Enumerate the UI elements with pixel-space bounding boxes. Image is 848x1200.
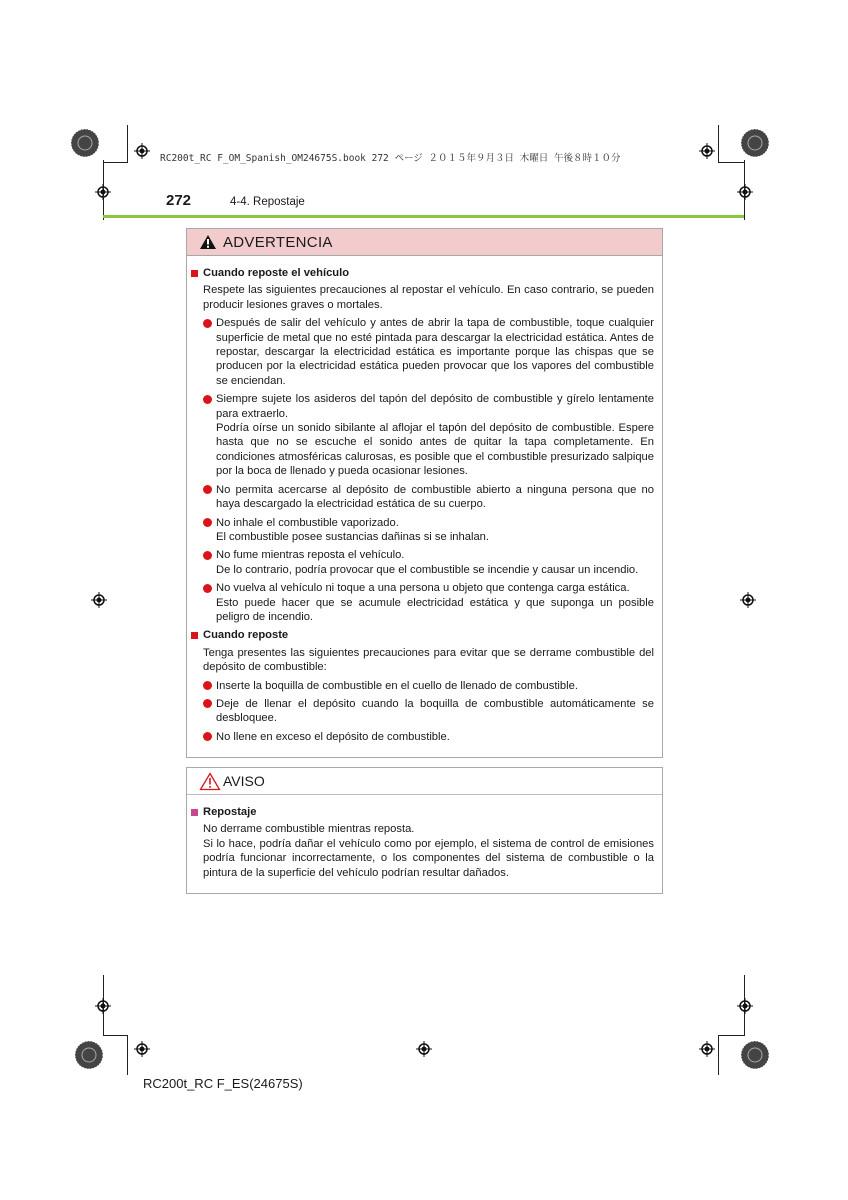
registration-mark-icon xyxy=(699,143,715,159)
registration-mark-icon xyxy=(95,998,111,1014)
bullet-note: El combustible posee sustancias dañinas si se inhalan. xyxy=(216,530,490,543)
list-item xyxy=(203,581,654,624)
section-heading xyxy=(191,805,654,819)
page-number: 272 xyxy=(166,192,192,209)
notice-content xyxy=(187,795,662,880)
registration-mark-icon xyxy=(91,592,107,608)
registration-mark-icon xyxy=(134,143,150,159)
list-item xyxy=(203,548,654,577)
bullet-text: No inhale el combustible vaporizado. xyxy=(216,516,399,529)
registration-mark-icon xyxy=(737,998,753,1014)
round-bullet-icon xyxy=(203,319,212,328)
section-title: 4-4. Repostaje xyxy=(230,196,305,208)
square-bullet-icon xyxy=(191,809,198,816)
bullet-text: No llene en exceso el depósito de combustible. xyxy=(216,730,450,743)
bullet-note: Esto puede hacer que se acumule electricidad estática y que suponga un posible peligro de incendio. xyxy=(216,596,654,623)
square-bullet-icon xyxy=(191,632,198,639)
round-bullet-icon xyxy=(203,732,212,741)
registration-mark-icon xyxy=(134,1041,150,1057)
color-rosette-icon xyxy=(70,128,100,158)
bullet-note: De lo contrario, podría provocar que el combustible se incendie y causar un incendio. xyxy=(216,563,639,576)
list-item xyxy=(203,697,654,726)
bullet-text: Siempre sujete los asideros del tapón del depósito de combustible y gírelo lentamente para extraerlo. xyxy=(216,393,654,420)
section-heading xyxy=(191,266,654,280)
caution-triangle-icon xyxy=(199,772,221,791)
registration-mark-icon xyxy=(737,184,753,200)
heading-text: Cuando reposte el vehículo xyxy=(203,267,350,279)
list-item xyxy=(203,483,654,512)
color-rosette-icon xyxy=(740,1040,770,1070)
round-bullet-icon xyxy=(203,551,212,560)
paragraph: Si lo hace, podría dañar el vehículo como por ejemplo, el sistema de control de emisiones podría funcionar incorrectamente, o los componentes del sistema de combustible o la pintura de la superficie del vehículo podrían resultar dañados. xyxy=(203,837,654,879)
warning-triangle-icon xyxy=(199,234,217,250)
list-item xyxy=(203,516,654,545)
warning-box xyxy=(186,228,663,758)
bullet-text: Deje de llenar el depósito cuando la boquilla de combustible automáticamente se desbloquee. xyxy=(216,697,654,725)
section-heading xyxy=(191,628,654,642)
bullet-text: Inserte la boquilla de combustible en el cuello de llenado de combustible. xyxy=(216,679,578,692)
round-bullet-icon xyxy=(203,518,212,527)
round-bullet-icon xyxy=(203,584,212,593)
notice-header xyxy=(187,768,662,795)
bullet-text: No fume mientras reposta el vehículo. xyxy=(216,549,405,562)
registration-mark-icon xyxy=(740,592,756,608)
warning-title: ADVERTENCIA xyxy=(223,233,333,251)
heading-text: Repostaje xyxy=(203,806,257,818)
list-item xyxy=(203,392,654,478)
bullet-text: No vuelva al vehículo ni toque a una persona u objeto que contenga carga estática. xyxy=(216,582,630,595)
bullet-note: Podría oírse un sonido sibilante al aflojar el tapón del depósito de combustible. Espere hasta que no se escuche el sonido antes de quitar la tapa completamente. En condiciones atmosféricas calurosas, es posible que el combustible presurizado salpique por la boca de llenado y pueda ocasionar lesiones. xyxy=(216,422,654,478)
warning-content xyxy=(187,256,662,744)
warning-header xyxy=(187,229,662,256)
list-item xyxy=(203,679,654,693)
registration-mark-icon xyxy=(699,1041,715,1057)
round-bullet-icon xyxy=(203,395,212,404)
header-rule xyxy=(103,215,744,218)
notice-title: AVISO xyxy=(223,773,265,789)
round-bullet-icon xyxy=(203,681,212,690)
registration-mark-icon xyxy=(416,1041,432,1057)
round-bullet-icon xyxy=(203,485,212,494)
color-rosette-icon xyxy=(74,1040,104,1070)
print-file-info: RC200t_RC F_OM_Spanish_OM24675S.book 272 ページ ２０１５年９月３日 木曜日 午後８時１０分 xyxy=(160,153,621,164)
round-bullet-icon xyxy=(203,699,212,708)
paragraph: Tenga presentes las siguientes precauciones para evitar que se derrame combustible del depósito de combustible: xyxy=(203,646,654,674)
bullet-text: Después de salir del vehículo y antes de abrir la tapa de combustible, toque cualquier superficie de metal que no esté pintada para descargar la electricidad estática. Antes de repostar, descargar la electricidad estática es importante porque las chispas que se producen por la electricidad estática pueden provocar que los vapores del combustible se enciendan. xyxy=(216,317,654,387)
color-rosette-icon xyxy=(740,128,770,158)
notice-box xyxy=(186,767,663,894)
paragraph: No derrame combustible mientras reposta. xyxy=(203,823,415,836)
square-bullet-icon xyxy=(191,270,198,277)
registration-mark-icon xyxy=(95,184,111,200)
list-item xyxy=(203,316,654,388)
bullet-text: No permita acercarse al depósito de combustible abierto a ninguna persona que no haya descargado la electricidad estática de su cuerpo. xyxy=(216,483,654,511)
footer-code: RC200t_RC F_ES(24675S) xyxy=(143,1076,303,1091)
list-item xyxy=(203,730,654,744)
heading-text: Cuando reposte xyxy=(203,629,289,642)
paragraph: Respete las siguientes precauciones al repostar el vehículo. En caso contrario, se pueden producir lesiones graves o mortales. xyxy=(203,284,654,311)
